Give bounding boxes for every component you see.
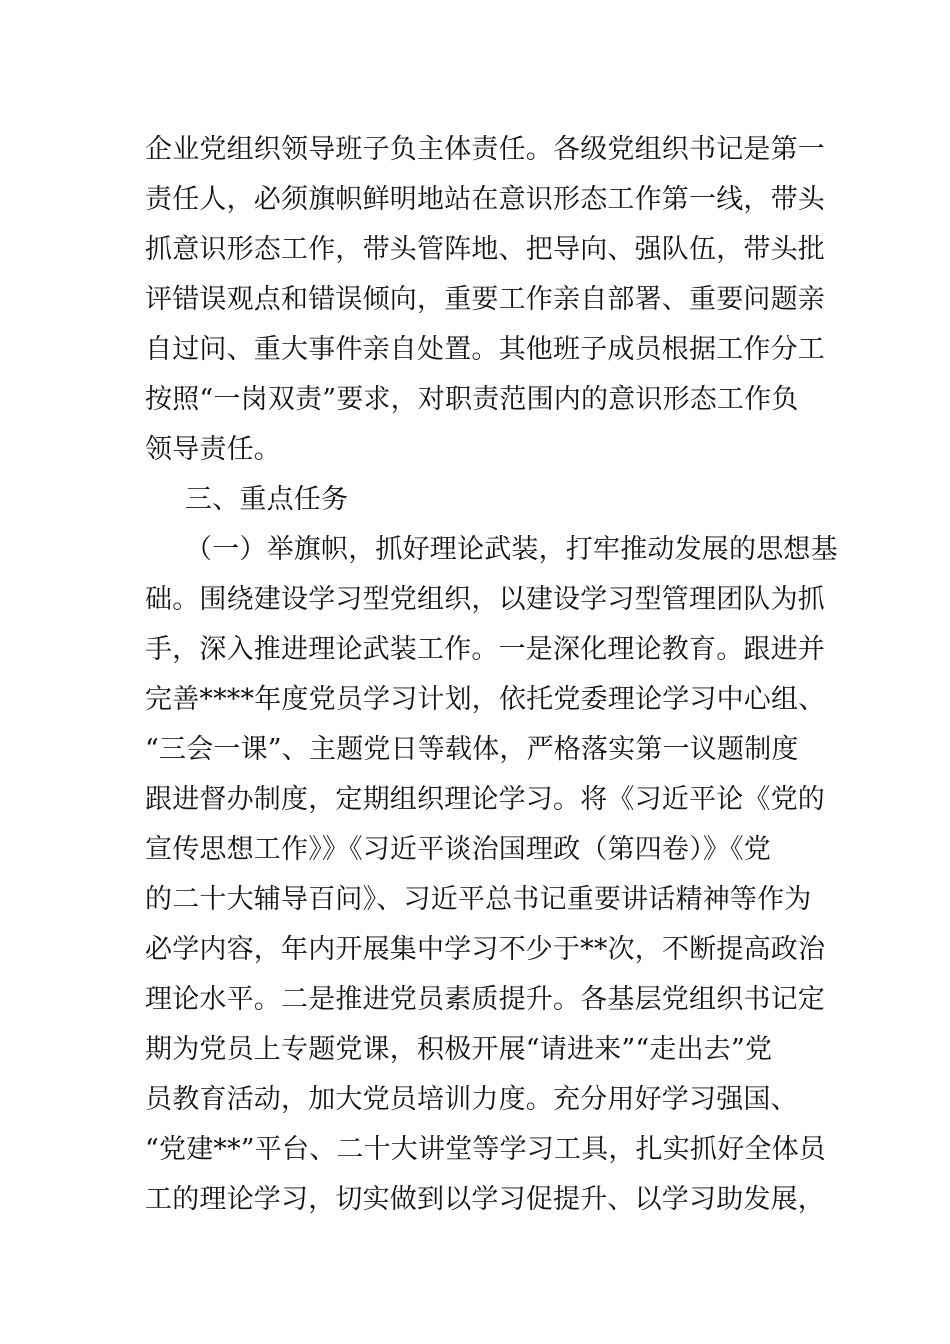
text-line: 理论水平。二是推进党员素质提升。各基层党组织书记定: [145, 984, 825, 1015]
section-heading: 三、重点任务: [185, 484, 349, 515]
text-line: 自过问、重大事件亲自处置。其他班子成员根据工作分工: [145, 334, 825, 365]
text-line: 按照“一岗双责”要求，对职责范围内的意识形态工作负: [145, 384, 799, 415]
subsection-heading: （一）举旗帜，抓好理论武装，打牢推动发展的思想基: [185, 534, 838, 565]
text-line: “党建**”平台、二十大讲堂等学习工具，扎实抓好全体员: [145, 1134, 827, 1165]
text-line: 责任人，必须旗帜鲜明地站在意识形态工作第一线，带头: [145, 184, 825, 215]
text-line: 企业党组织领导班子负主体责任。各级党组织书记是第一: [145, 134, 825, 165]
text-line: “三会一课”、主题党日等载体，严格落实第一议题制度: [145, 734, 799, 765]
text-line: 员教育活动，加大党员培训力度。充分用好学习强国、: [145, 1084, 798, 1115]
text-line: 的二十大辅导百问》、习近平总书记重要讲话精神等作为: [145, 884, 812, 915]
text-line: 评错误观点和错误倾向，重要工作亲自部署、重要问题亲: [145, 284, 825, 315]
text-line: 跟进督办制度，定期组织理论学习。将《习近平论《党的: [145, 784, 825, 815]
text-line: 工的理论学习，切实做到以学习促提升、以学习助发展，: [145, 1184, 825, 1215]
text-line: 必学内容，年内开展集中学习不少于**次，不断提高政治: [145, 934, 826, 965]
text-line: 领导责任。: [145, 434, 281, 465]
text-line: 宣传思想工作》》《习近平谈治国理政（第四卷）》《党: [145, 834, 771, 865]
text-line: 期为党员上专题党课，积极开展“请进来”“走出去”党: [145, 1034, 773, 1065]
text-line: 完善****年度党员学习计划，依托党委理论学习中心组、: [145, 684, 826, 715]
text-line: 手，深入推进理论武装工作。一是深化理论教育。跟进并: [145, 634, 825, 665]
text-line: 础。围绕建设学习型党组织，以建设学习型管理团队为抓: [145, 584, 825, 615]
text-line: 抓意识形态工作，带头管阵地、把导向、强队伍，带头批: [145, 234, 825, 265]
